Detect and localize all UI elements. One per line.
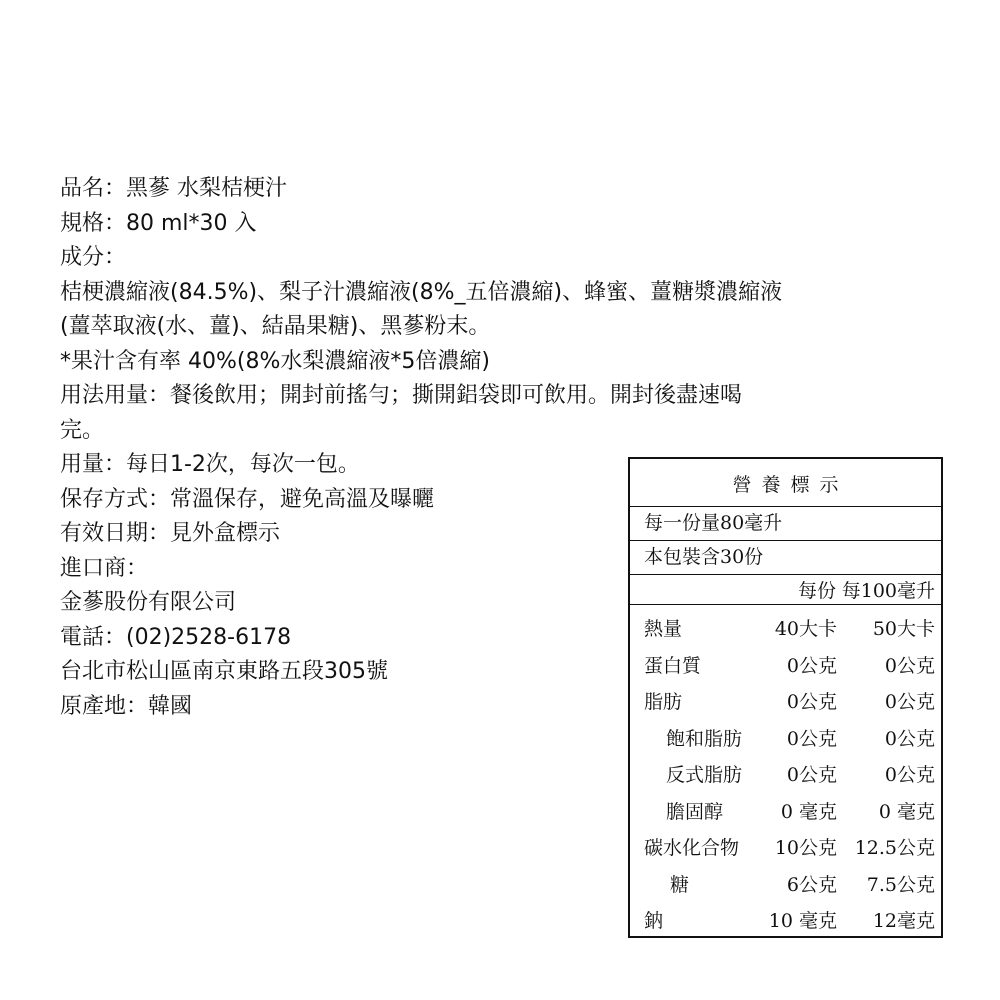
- nutrient-per-100ml: 0公克: [884, 727, 935, 750]
- nutrient-row-cholesterol: [630, 794, 941, 831]
- nutrient-per-serving: 0公克: [786, 727, 837, 750]
- serving-size: 每一份量80毫升: [630, 507, 941, 541]
- expiry-line: 有效日期：見外盒標示: [60, 521, 281, 546]
- nutrient-per-100ml: 0公克: [884, 691, 935, 713]
- nutrient-per-100ml: 0公克: [884, 654, 935, 677]
- nutrient-per-serving: 0公克: [786, 654, 837, 677]
- nutrient-row-carbohydrate: [630, 830, 941, 867]
- nutrient-label: 碳水化合物: [644, 837, 740, 859]
- nutrient-per-100ml: 50大卡: [872, 618, 935, 640]
- servings-per-package: 本包裝含30份: [630, 541, 941, 575]
- storage-line: 保存方式：常溫保存，避免高溫及曝曬: [60, 486, 435, 512]
- usage-line-1: 用法用量：餐後飲用；開封前搖勻；撕開鋁袋即可飲用。開封後盡速喝: [60, 383, 743, 408]
- nutrient-per-serving: 0公克: [786, 764, 837, 786]
- nutrient-per-100ml: 7.5公克: [866, 873, 935, 896]
- nutrient-label: 糖: [670, 873, 690, 896]
- nutrient-label: 鈉: [644, 910, 664, 932]
- importer-heading: 進口商：: [60, 555, 149, 581]
- nutrient-row-protein: [630, 648, 941, 685]
- nutrition-facts-table: [628, 457, 943, 938]
- importer-name: 金蔘股份有限公司: [60, 590, 237, 615]
- nutrition-title: 營養標示: [630, 459, 941, 507]
- origin-line: 原產地：韓國: [60, 693, 193, 719]
- nutrient-row-saturated-fat: [630, 721, 941, 758]
- nutrient-per-serving: 10公克: [774, 837, 837, 859]
- spec-line: 規格：80 ml*30 入: [60, 210, 257, 236]
- nutrient-per-serving: 10 毫克: [768, 910, 837, 932]
- product-name-line: 品名：黑蔘 水梨桔梗汁: [60, 176, 287, 201]
- phone-line: 電話：(02)2528-6178: [60, 624, 292, 650]
- nutrient-label: 脂肪: [644, 691, 683, 713]
- nutrient-label: 反式脂肪: [666, 764, 743, 786]
- nutrition-column-header: [630, 575, 941, 605]
- per-100ml-header: 每100毫升: [841, 580, 935, 602]
- nutrient-row-trans-fat: [630, 757, 941, 794]
- nutrient-per-100ml: 0公克: [884, 764, 935, 786]
- per-serving-header: 每份: [797, 580, 836, 602]
- nutrient-label: 蛋白質: [644, 654, 702, 677]
- ingredients-line-1: 桔梗濃縮液(84.5%)、梨子汁濃縮液(8%_五倍濃縮)、蜂蜜、薑糖漿濃縮液: [60, 279, 783, 305]
- ingredients-line-2: (薑萃取液(水、薑)、結晶果糖)、黑蔘粉末。: [60, 314, 491, 339]
- address-line: 台北市松山區南京東路五段305號: [60, 659, 388, 684]
- nutrient-label: 飽和脂肪: [666, 727, 743, 750]
- dosage-line: 用量：每日1-2次，每次一包。: [60, 452, 360, 477]
- nutrient-row-energy: [630, 611, 941, 648]
- nutrient-label: 熱量: [644, 618, 683, 640]
- usage-line-2: 完。: [60, 417, 105, 443]
- nutrient-label: 膽固醇: [666, 800, 724, 823]
- nutrient-per-serving: 40大卡: [774, 618, 837, 640]
- juice-content-line: *果汁含有率 40%(8%水梨濃縮液*5倍濃縮): [60, 348, 490, 374]
- nutrient-per-serving: 0公克: [786, 691, 837, 713]
- nutrient-row-sodium: [630, 903, 941, 940]
- nutrient-per-serving: 6公克: [786, 873, 837, 896]
- nutrient-per-100ml: 12.5公克: [854, 837, 935, 859]
- nutrient-per-100ml: 12毫克: [872, 910, 935, 932]
- nutrient-per-serving: 0 毫克: [780, 800, 837, 823]
- nutrient-per-100ml: 0 毫克: [878, 800, 935, 823]
- nutrient-row-sugar: [630, 867, 941, 904]
- ingredients-heading: 成分：: [60, 245, 127, 270]
- nutrient-row-fat: [630, 684, 941, 721]
